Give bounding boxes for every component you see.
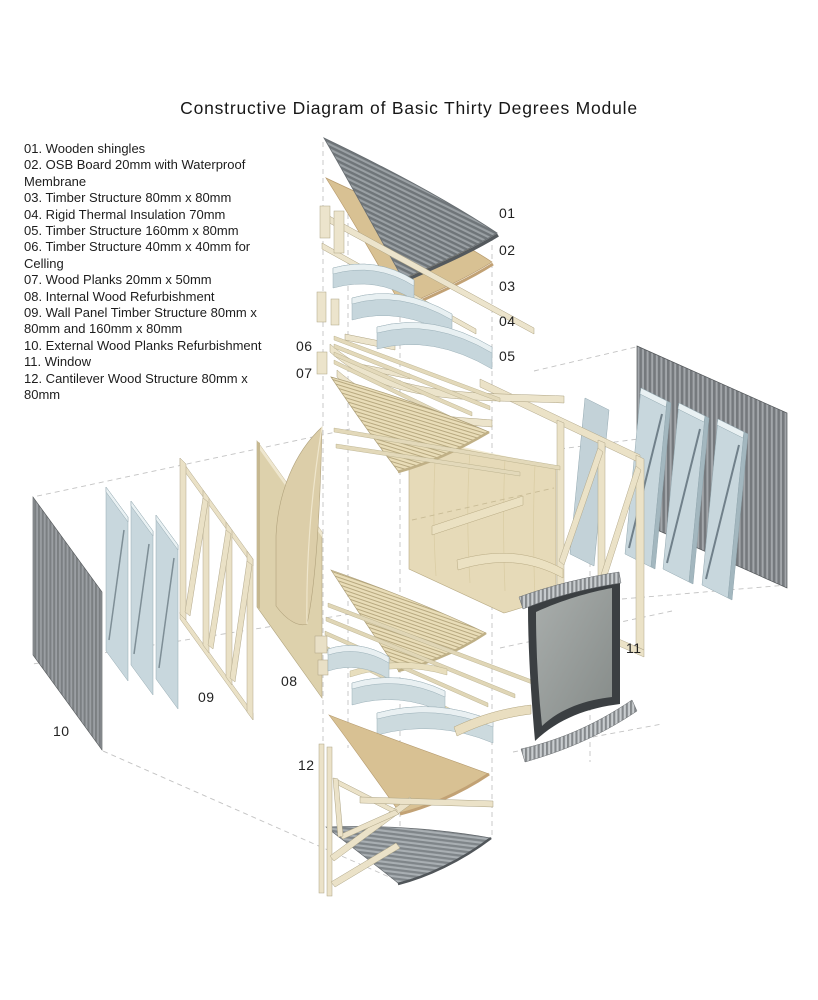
legend-item: 04. Rigid Thermal Insulation 70mm bbox=[24, 206, 226, 222]
legend-item: 08. Internal Wood Refurbishment bbox=[24, 288, 215, 304]
callout-09: 09 bbox=[198, 689, 215, 705]
legend-item: 02. OSB Board 20mm with Waterproof Membrane bbox=[24, 157, 246, 189]
page-title: Constructive Diagram of Basic Thirty Degrees Module bbox=[180, 97, 638, 118]
callout-02: 02 bbox=[499, 242, 516, 258]
legend-item: 05. Timber Structure 160mm x 80mm bbox=[24, 223, 239, 239]
callout-12: 12 bbox=[298, 757, 315, 773]
legend-item: 06. Timber Structure 40mm x 40mm for Celling bbox=[24, 239, 251, 271]
callout-06: 06 bbox=[296, 338, 313, 354]
callout-04: 04 bbox=[499, 313, 516, 329]
legend-item: 03. Timber Structure 80mm x 80mm bbox=[24, 190, 232, 206]
callout-08: 08 bbox=[281, 673, 298, 689]
callout-05: 05 bbox=[499, 348, 516, 364]
legend-item: 07. Wood Planks 20mm x 50mm bbox=[24, 272, 212, 288]
legend-item: 01. Wooden shingles bbox=[24, 141, 146, 156]
callout-07: 07 bbox=[296, 365, 313, 381]
legend bbox=[24, 141, 280, 404]
callout-03: 03 bbox=[499, 278, 516, 294]
part-insulation-panels-left bbox=[106, 487, 178, 709]
callout-11: 11 bbox=[626, 640, 642, 656]
legend-item: 10. External Wood Planks Refurbishment bbox=[24, 337, 262, 353]
part-09-wall-panel-timber-frame bbox=[180, 458, 253, 720]
legend-item: 12. Cantilever Wood Structure 80mm x 80mm bbox=[24, 370, 248, 403]
legend-item: 09. Wall Panel Timber Structure 80mm x 80mm and 160mm x 80mm bbox=[24, 305, 257, 337]
callout-01: 01 bbox=[499, 205, 516, 221]
part-10-external-wood-planks bbox=[33, 497, 102, 750]
callout-10: 10 bbox=[53, 723, 70, 739]
legend-item: 11. Window bbox=[24, 354, 91, 370]
